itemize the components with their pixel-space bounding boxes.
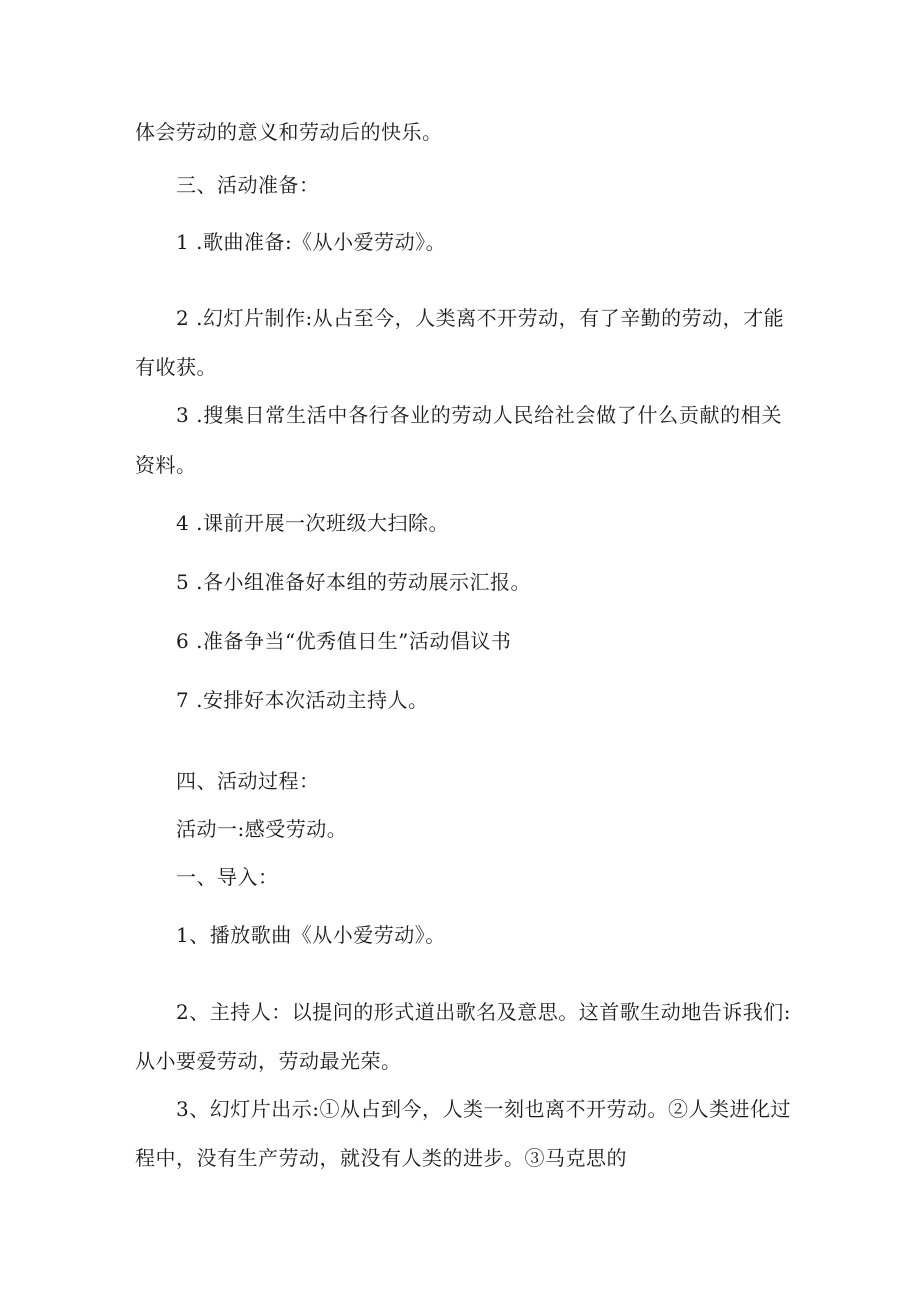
paragraph-line: 有收获。 xyxy=(135,355,217,379)
paragraph-line: 体会劳动的意义和劳动后的快乐。 xyxy=(135,120,443,144)
paragraph-line: 从小要爱劳动，劳动最光荣。 xyxy=(135,1049,402,1073)
list-item: 1 .歌曲准备:《从小爱劳动》。 xyxy=(176,230,447,254)
list-item: 3 .搜集日常生活中各行各业的劳动人民给社会做了什么贡献的相关 xyxy=(176,403,782,427)
paragraph-line: 资料。 xyxy=(135,453,197,477)
list-item: 2 .幻灯片制作:从占至今，人类离不开劳动，有了辛勤的劳动，才能 xyxy=(176,306,785,330)
list-item: 2、主持人：以提问的形式道出歌名及意思。这首歌生动地告诉我们: xyxy=(176,1000,791,1024)
sub-heading-intro: 一、导入： xyxy=(176,865,279,889)
list-item: 5 .各小组准备好本组的劳动展示汇报。 xyxy=(176,570,531,594)
paragraph-line: 程中，没有生产劳动，就没有人类的进步。③马克思的 xyxy=(135,1146,627,1170)
list-item: 3、幻灯片出示:①从占到今，人类一刻也离不开劳动。②人类进化过 xyxy=(176,1097,791,1121)
list-item: 1、播放歌曲《从小爱劳动》。 xyxy=(176,923,446,947)
section-heading-preparation: 三、活动准备： xyxy=(176,173,320,197)
list-item: 7 .安排好本次活动主持人。 xyxy=(176,688,429,712)
list-item: 6 .准备争当“优秀值日生”活动倡议书 xyxy=(176,629,512,653)
section-heading-process: 四、活动过程： xyxy=(176,769,320,793)
list-item: 4 .课前开展一次班级大扫除。 xyxy=(176,511,449,535)
activity-heading: 活动一:感受劳动。 xyxy=(176,817,348,841)
